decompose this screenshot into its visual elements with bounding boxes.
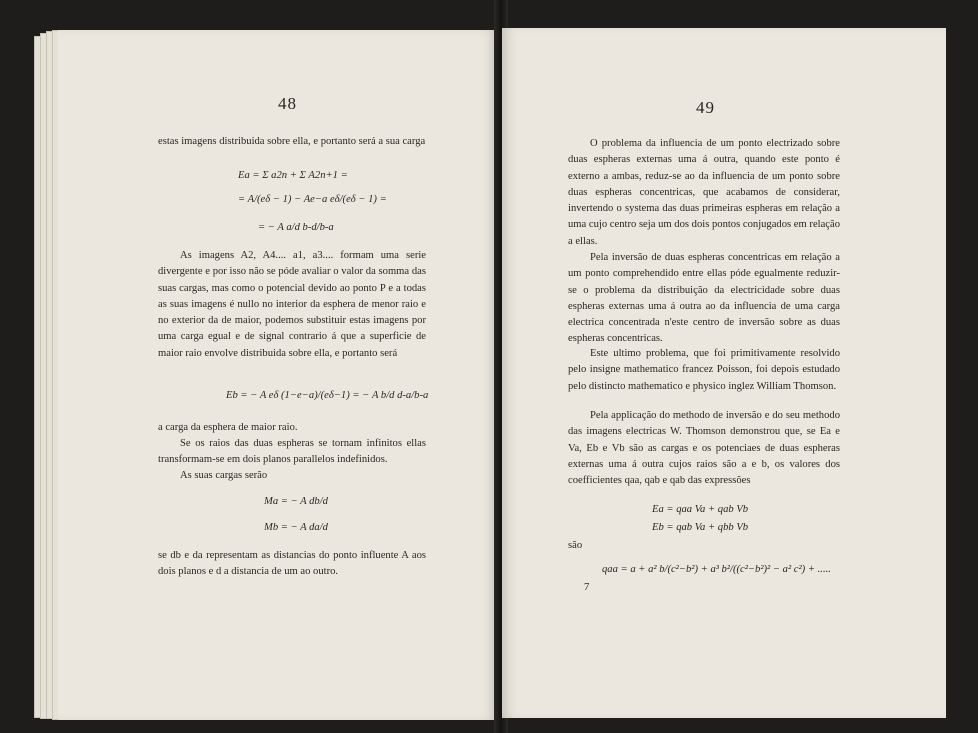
page-number: 49 — [696, 98, 715, 117]
paragraph: Pela applicação do methodo de inversão e do seu methodo das imagens electricas W. Thomson demonstrou que, se Ea e Va, Eb e Vb são as cargas e os potenciaes de duas espheras externas uma á outra cujos raios são a e b, os valores dos coefficientes qaa, qab e qab das expressões — [568, 410, 840, 487]
equation: Ea = qaa Va + qab Vb — [652, 504, 749, 515]
equation: = A/(eδ − 1) − Ae−a eδ/(eδ − 1) = — [238, 194, 387, 205]
equation: Eb = qab Va + qbb Vb — [652, 522, 749, 533]
equation: Mb = − A da/d — [264, 522, 328, 533]
paragraph: são — [568, 540, 583, 551]
page-number: 48 — [278, 94, 297, 113]
equation: qaa = a + a² b/(c²−b²) + a³ b²/((c²−b²)² − a² c²) + ..... — [602, 564, 831, 575]
paragraph: As suas cargas serão — [180, 470, 268, 481]
equation: Ea = Σ a2n + Σ A2n+1 = — [238, 170, 348, 181]
paragraph: O problema da influencia de um ponto electrizado sobre duas espheras externas uma á outra, quando este ponto é externo a ambas, reduz-se ao da influencia de um ponto sobre duas espheras concentricas, que acabamos de considerar, invertendo o systema das duas primeiras espheras em relação a uma cujo centro seja um dos dois pontos conjugados em relação a ellas. — [568, 138, 840, 247]
signature-mark: 7 — [584, 582, 590, 593]
equation: = − A a/d b-d/b-a — [258, 222, 334, 233]
paragraph: Este ultimo problema, que foi primitivamente resolvido pelo insigne mathematico francez Poisson, foi depois estudado pelo distincto mathematico e physico inglez William Thomson. — [568, 348, 840, 392]
left-page — [58, 30, 498, 720]
paragraph: Pela inversão de duas espheras concentricas em relação a um ponto comprehendido entre ellas póde egualmente reduzir-se o problema da distribuição da electricidade sobre duas espheras externas uma á outra ao da influencia de uma carga electrica concentrada n'este centro de inversão sobre as duas espheras concentricas. — [568, 252, 840, 345]
equation: Eb = − A eδ (1−e−a)/(eδ−1) = − A b/d d-a/b-a — [226, 390, 429, 401]
paragraph: se db e da representam as distancias do ponto influente A aos dois planos e d a distancia de um ao outro. — [158, 550, 426, 578]
equation: Ma = − A db/d — [264, 496, 328, 507]
paragraph: Se os raios das duas espheras se tornam infinitos ellas transformam-se em dois planos parallelos indefinidos. — [158, 438, 426, 466]
paragraph: estas imagens distribuida sobre ella, e portanto será a sua carga — [158, 136, 426, 147]
paragraph: As imagens A2, A4.... a1, a3.... formam uma serie divergente e por isso não se póde avaliar o valor da somma das suas cargas, mas como o potencial devido ao ponto P e a todas as suas imagens é nullo no interior da esphera de menor raio e no exterior da de maior, podemos substituir estas imagens por uma carga egual e de signal contrario á que a superficie de maior raio envolve distribuida sobre ella, e portanto será — [158, 250, 426, 359]
paragraph: a carga da esphera de maior raio. — [158, 422, 298, 433]
right-page — [502, 28, 946, 718]
